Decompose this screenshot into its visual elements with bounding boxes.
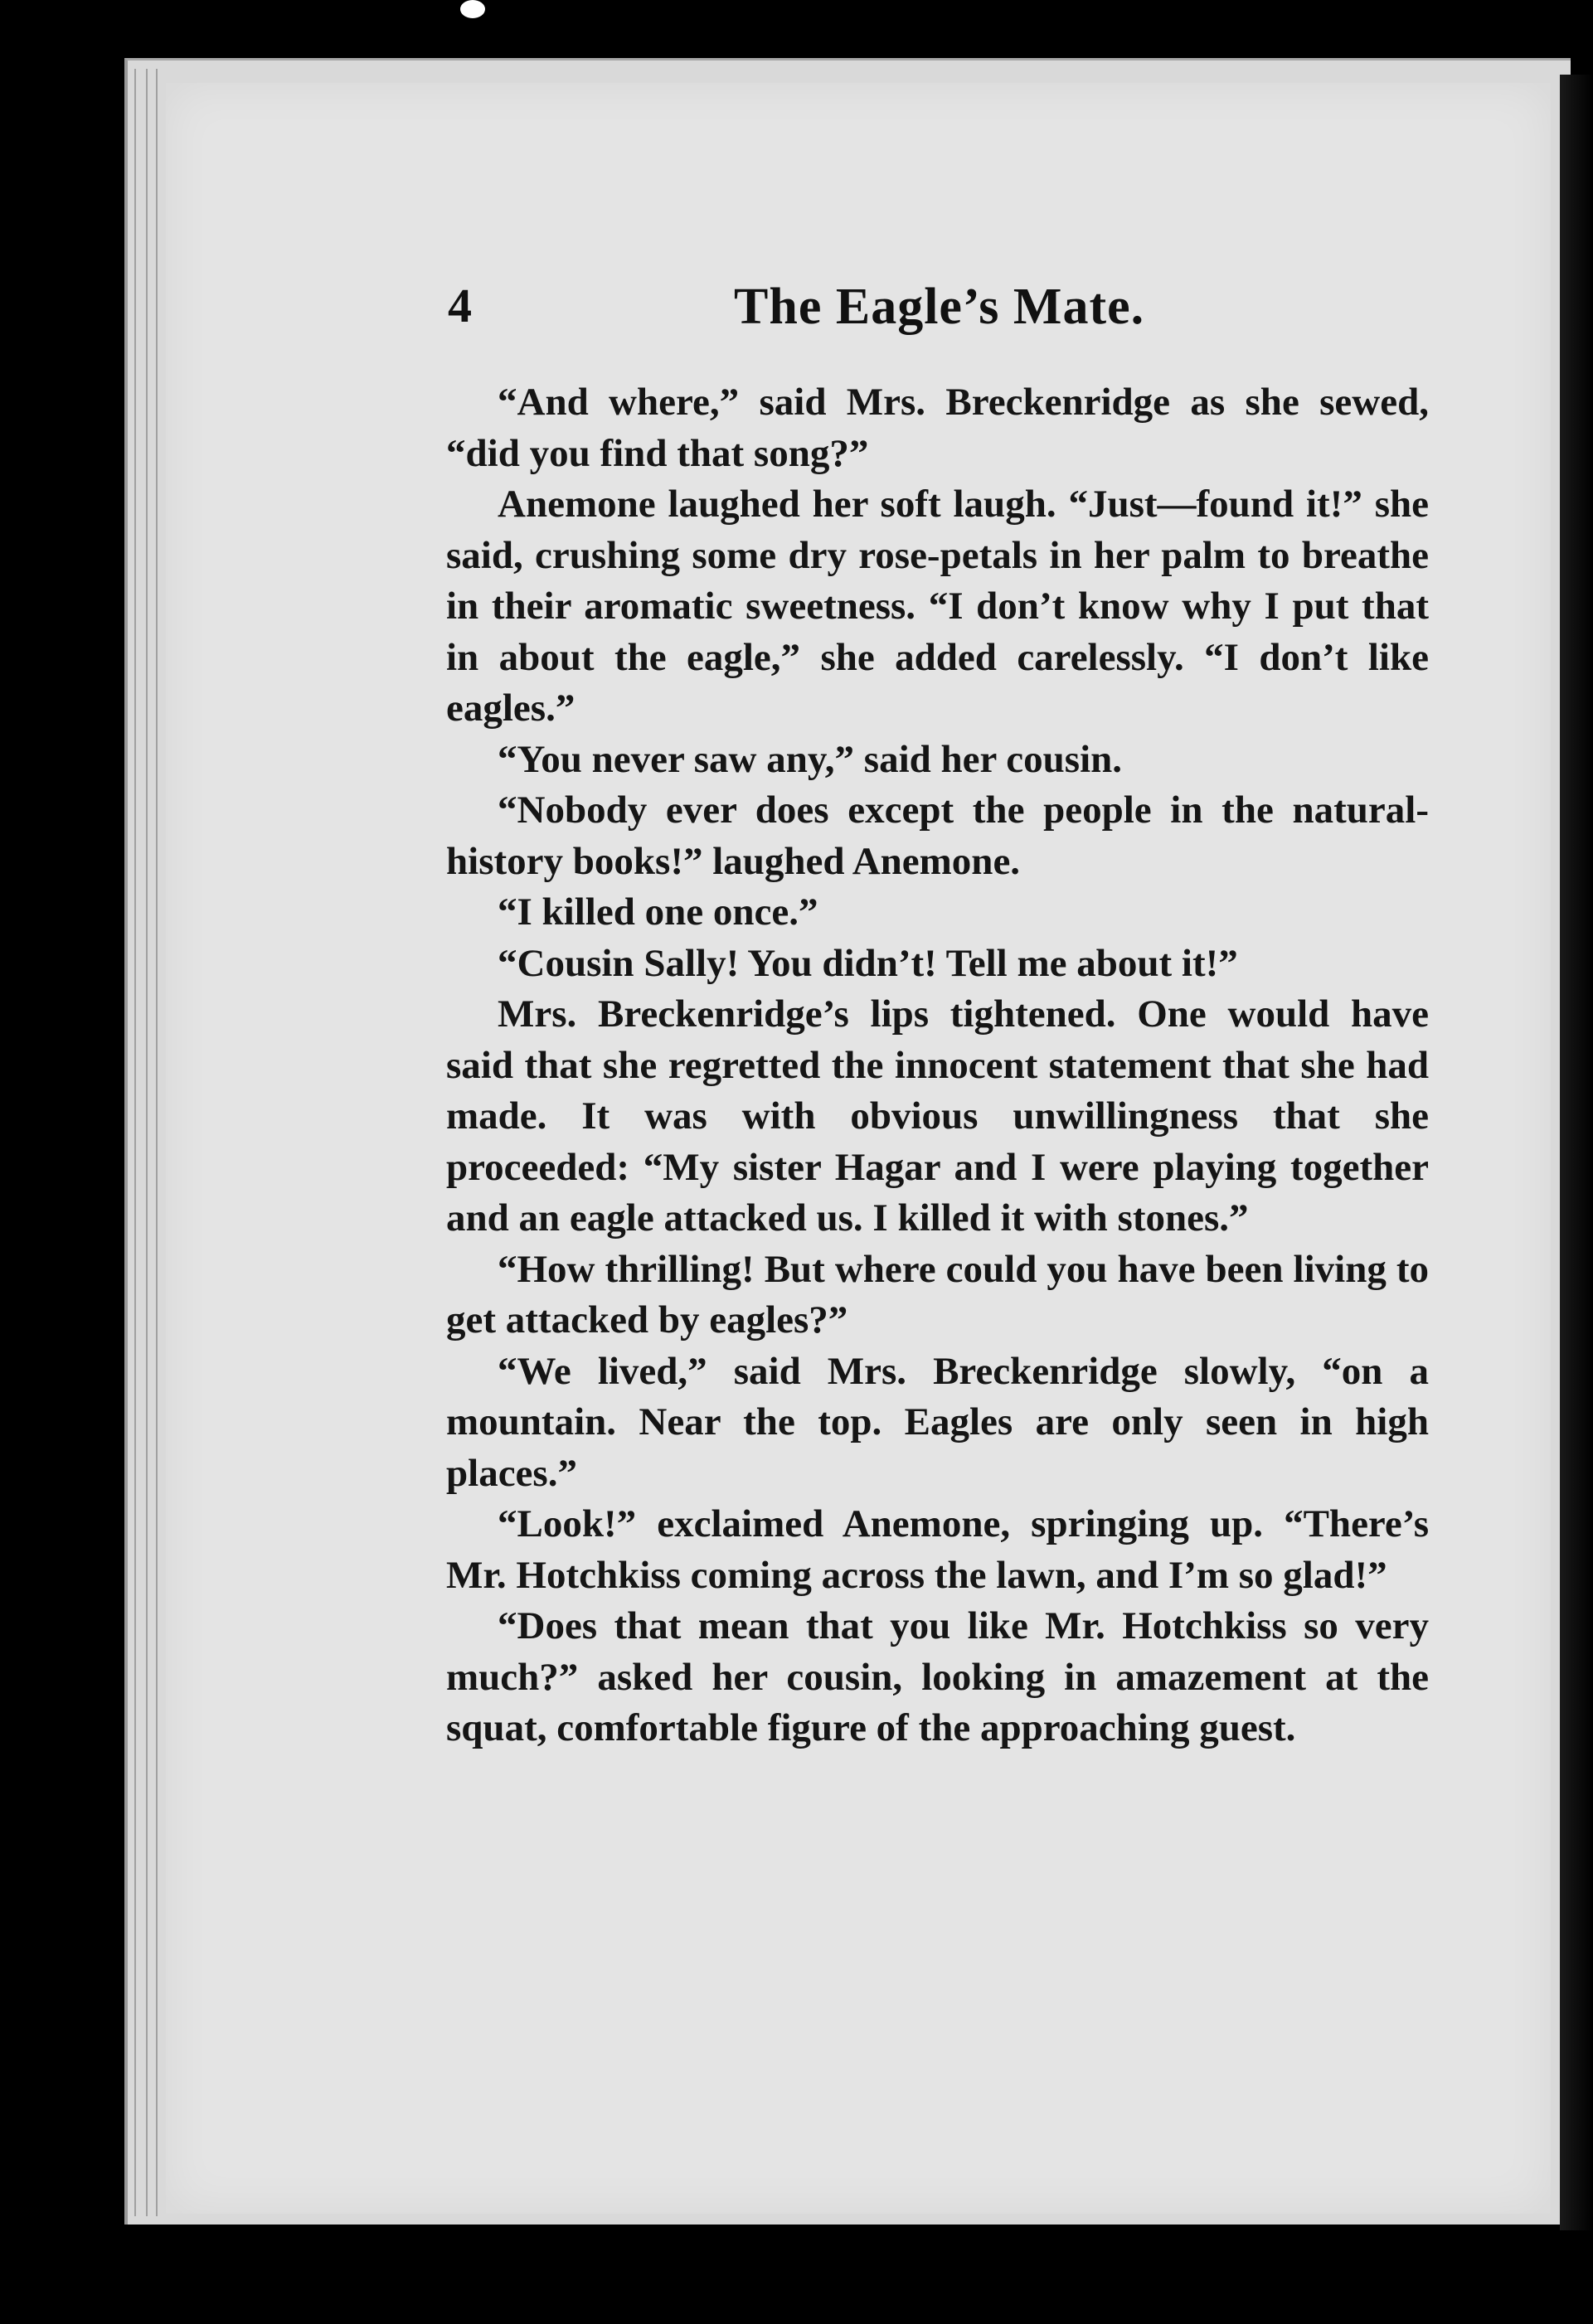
body-text	[446, 377, 1429, 1754]
paragraph: “Nobody ever does except the people in the natural-history books!” laughed Anemone.	[446, 788, 1429, 883]
paragraph: “Cousin Sally! You didn’t! Tell me about it!”	[498, 941, 1238, 985]
page-header	[448, 278, 1426, 361]
page-number: 4	[448, 279, 472, 332]
scan-dust-mark	[460, 0, 485, 18]
paragraph: “Does that mean that you like Mr. Hotchkiss so very much?” asked her cousin, looking in amazement at the squat, comfortable figure of the approaching guest.	[446, 1604, 1429, 1749]
paragraph: “You never saw any,” said her cousin.	[498, 737, 1123, 781]
paragraph: Anemone laughed her soft laugh. “Just—found it!” she said, crushing some dry rose-petals in her palm to breathe in their aromatic sweetness. “I don’t know why I put that in about the eagle,” she added carelessly. “I don’t like eagles.”	[446, 483, 1429, 730]
paragraph: “I killed one once.”	[498, 890, 818, 934]
binding-shadow	[1560, 75, 1593, 2230]
paragraph: “How thrilling! But where could you have been living to get attacked by eagles?”	[446, 1247, 1429, 1342]
running-title: The Eagle’s Mate.	[734, 279, 1145, 335]
page-edge-line	[156, 69, 158, 2216]
paragraph: “And where,” said Mrs. Breckenridge as she sewed, “did you find that song?”	[446, 381, 1429, 475]
paragraph: “We lived,” said Mrs. Breckenridge slowly, “on a mountain. Near the top. Eagles are only seen in high places.”	[446, 1349, 1429, 1495]
paragraph: Mrs. Breckenridge’s lips tightened. One would have said that she regretted the innocent statement that she had made. It was with obvious unwillingness that she proceeded: “My sister Hagar and I were playing together and an eagle attacked us. I killed it with stones.”	[446, 992, 1429, 1240]
page-edge-line	[146, 69, 148, 2216]
paragraph: “Look!” exclaimed Anemone, springing up. “There’s Mr. Hotchkiss coming across the lawn, and I’m so glad!”	[446, 1502, 1429, 1597]
page-edge-line	[134, 69, 136, 2216]
